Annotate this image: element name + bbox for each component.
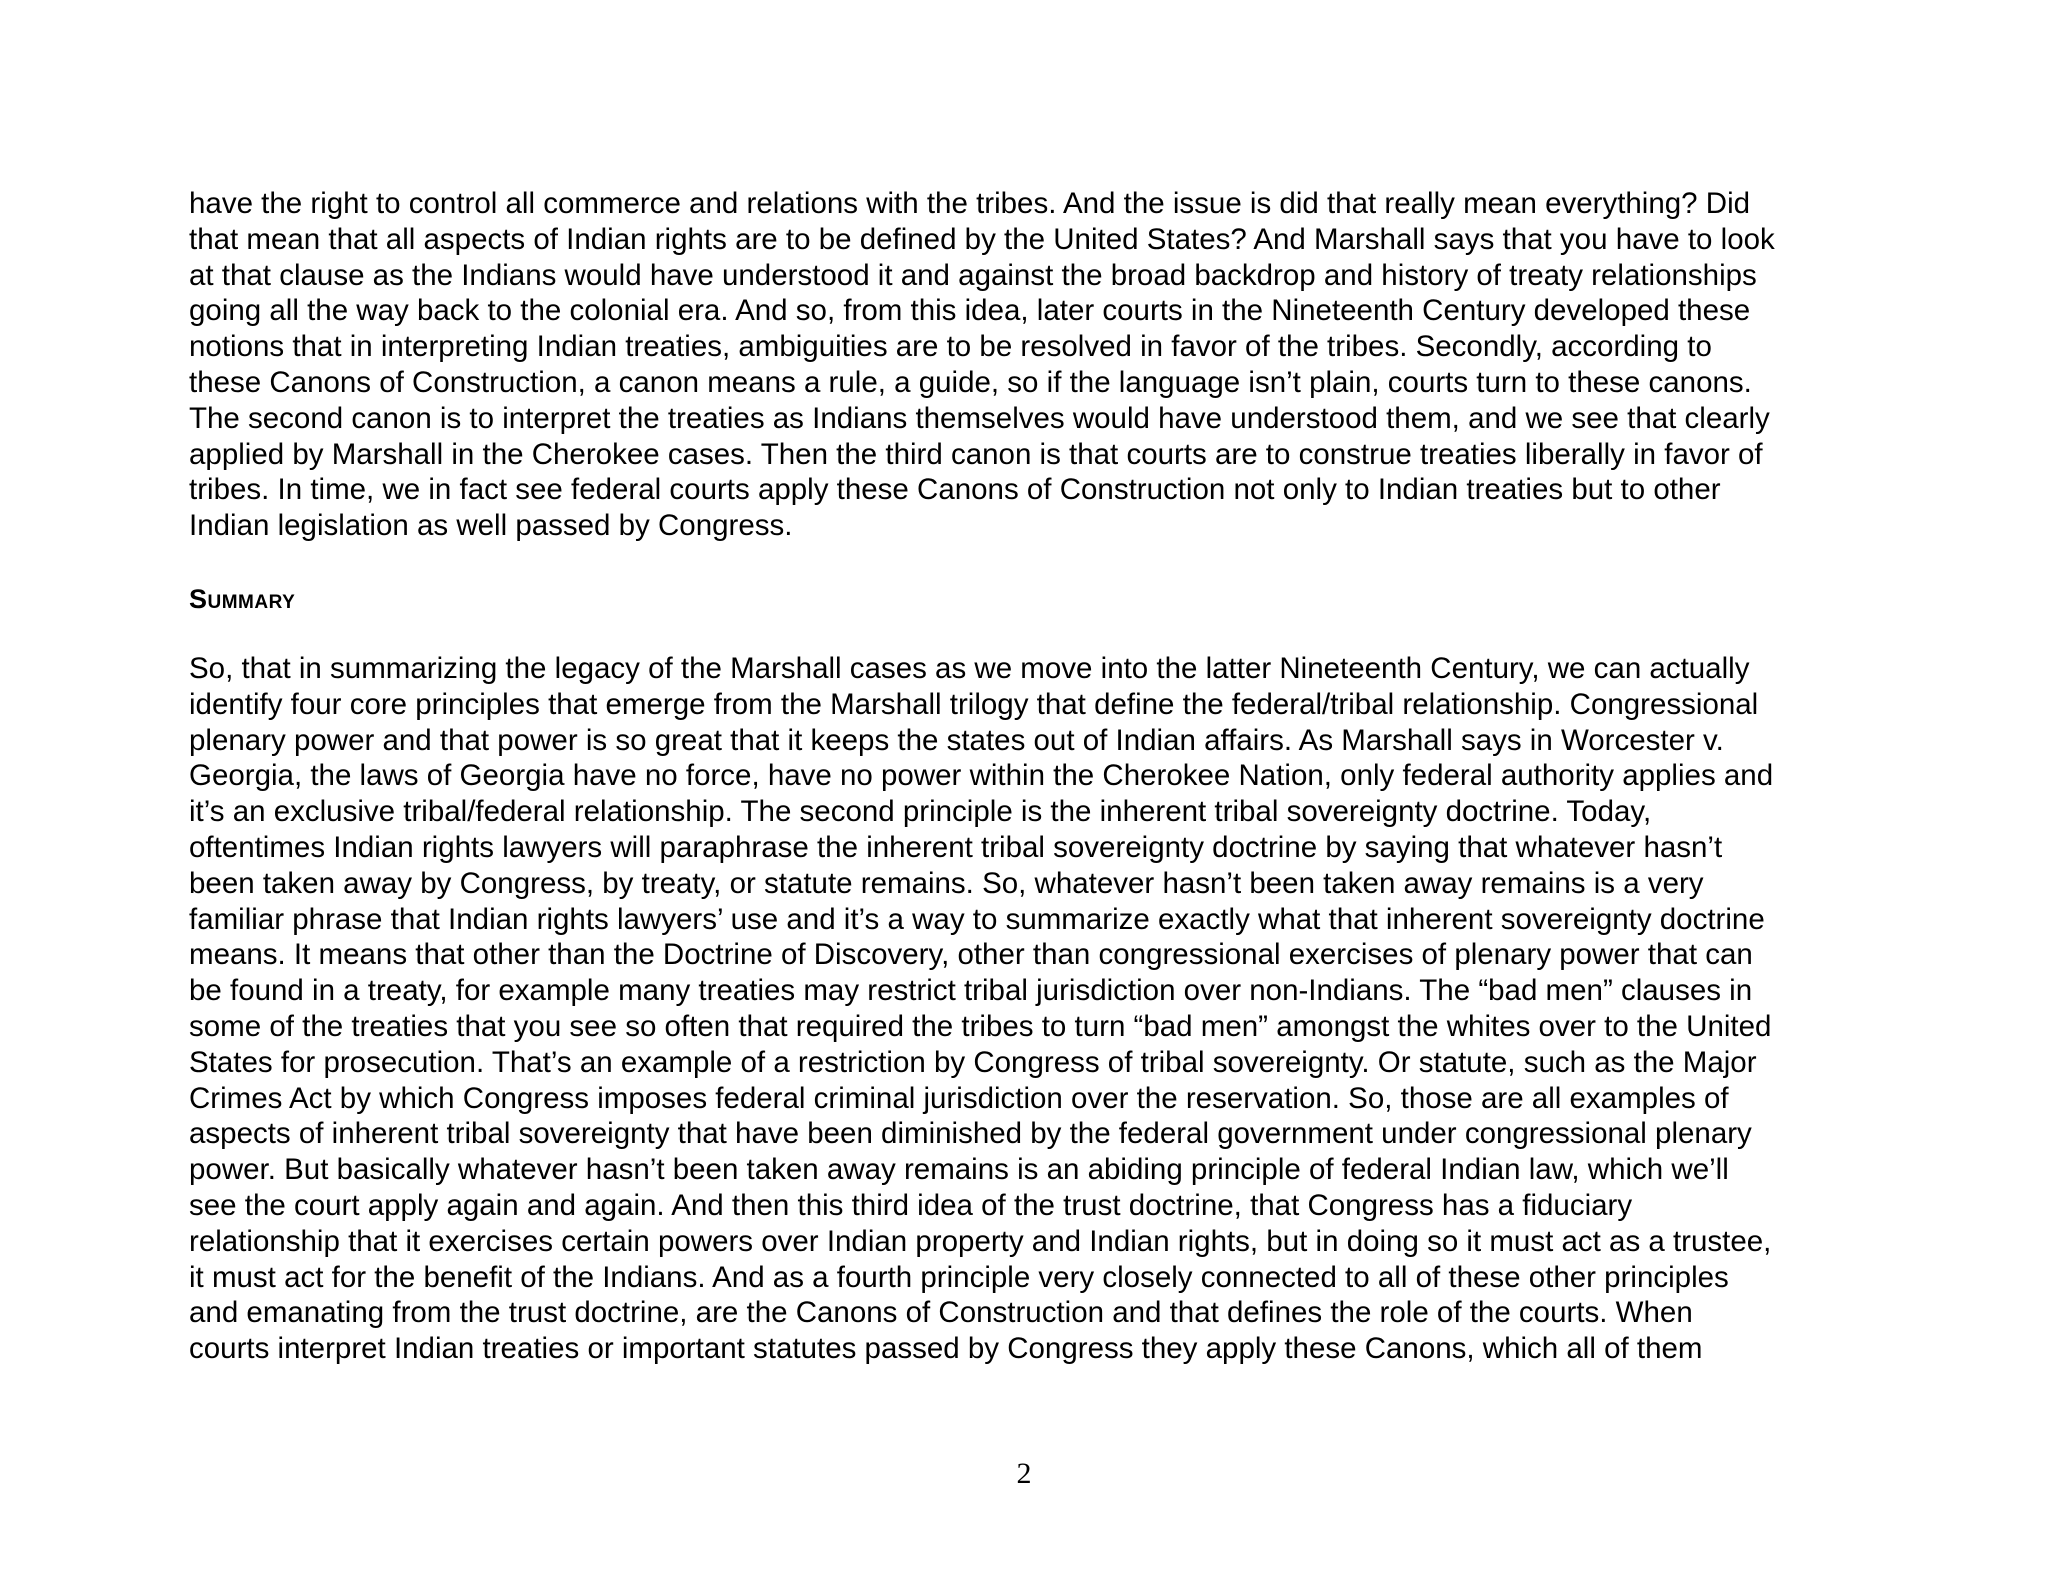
body-paragraph-summary: So, that in summarizing the legacy of the Marshall cases as we move into the latter Nineteenth Century, we can actually identify four core principles that emerge from the Marshall trilogy that define the federal/tribal relationship. Congressional plenary power and that power is so great that it keeps the states out of Indian affairs. As Marshall says in Worcester v. Georgia, the laws of Georgia have no force, have no power within the Cherokee Nation, only federal authority applies and it’s an exclusive tribal/federal relationship. The second principle is the inherent tribal sovereignty doctrine. Today, oftentimes Indian rights lawyers will paraphrase the inherent tribal sovereignty doctrine by saying that whatever hasn’t been taken away by Congress, by treaty, or statute remains. So, whatever hasn’t been taken away remains is a very familiar phrase that Indian rights lawyers’ use and it’s a way to summarize exactly what that inherent sovereignty doctrine means. It means that other than the Doctrine of Discovery, other than congressional exercises of plenary power that can be found in a treaty, for example many treaties may restrict tribal jurisdiction over non-Indians. The “bad men” clauses in some of the treaties that you see so often that required the tribes to turn “bad men” amongst the whites over to the United States for prosecution. That’s an example of a restriction by Congress of tribal sovereignty. Or statute, such as the Major Crimes Act by which Congress imposes federal criminal jurisdiction over the reservation. So, those are all examples of aspects of inherent tribal sovereignty that have been diminished by the federal government under congressional plenary power. But basically whatever hasn’t been taken away remains is an abiding principle of federal Indian law, which we’ll see the court apply again and again. And then this third idea of the trust doctrine, that Congress has a fiduciary relationship that it exercises certain powers over Indian property and Indian rights, but in doing so it must act as a trustee, it must act for the benefit of the Indians. And as a fourth principle very closely connected to all of these other principles and emanating from the trust doctrine, are the Canons of Construction and that defines the role of the courts. When courts interpret Indian treaties or important statutes passed by Congress they apply these Canons, which all of them xyxy=(189,652,1774,1366)
page-number: 2 xyxy=(1016,1457,1032,1490)
section-heading-summary: Summary xyxy=(189,584,296,614)
body-paragraph-canons: have the right to control all commerce and relations with the tribes. And the issue is did that really mean everything? Did that mean that all aspects of Indian rights are to be defined by the United States? And Marshall says that you have to look at that clause as the Indians would have understood it and against the broad backdrop and history of treaty relationships going all the way back to the colonial era. And so, from this idea, later courts in the Nineteenth Century developed these notions that in interpreting Indian treaties, ambiguities are to be resolved in favor of the tribes. Secondly, according to these Canons of Construction, a canon means a rule, a guide, so if the language isn’t plain, courts turn to these canons. The second canon is to interpret the treaties as Indians themselves would have understood them, and we see that clearly applied by Marshall in the Cherokee cases. Then the third canon is that courts are to construe treaties liberally in favor of tribes. In time, we in fact see federal courts apply these Canons of Construction not only to Indian treaties but to other Indian legislation as well passed by Congress. xyxy=(189,187,1775,543)
